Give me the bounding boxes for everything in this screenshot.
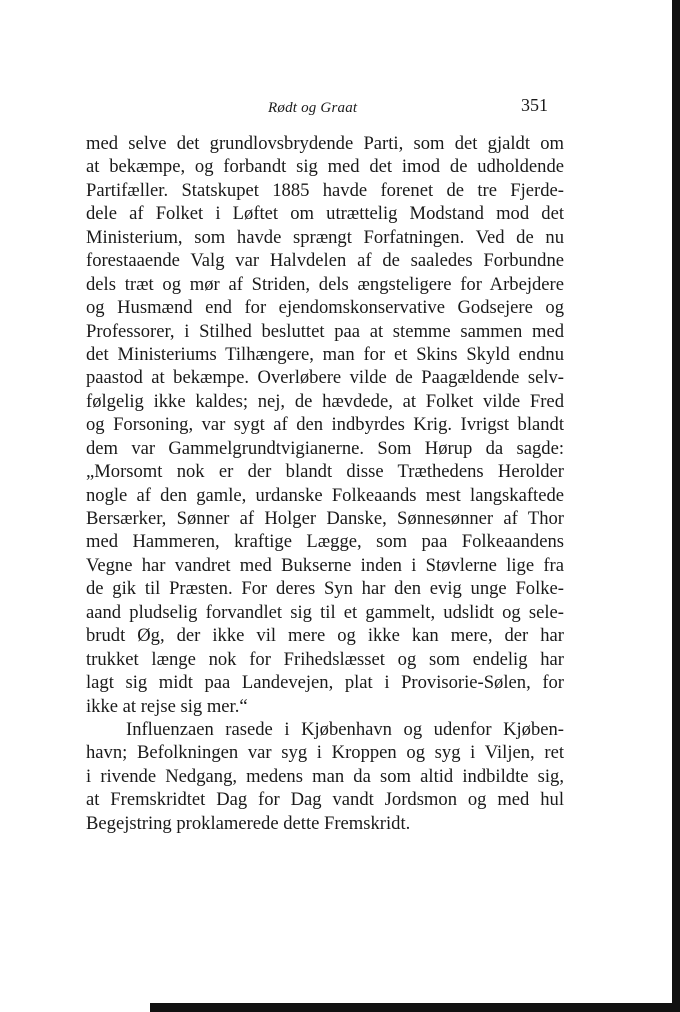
text-line-paragraph-end: Begejstring proklamerede dette Fremskridt. (86, 812, 411, 834)
text-line: lagt sig midt paa Landevejen, plat i Provisorie-Sølen, for (86, 672, 564, 694)
text-line: dels træt og mør af Striden, dels ængsteligere for Arbejdere (86, 273, 564, 295)
text-line: aand pludselig forvandlet sig til et gammelt, udslidt og sele- (86, 601, 564, 623)
text-line: dele af Folket i Løftet om utrættelig Modstand mod det (86, 203, 564, 225)
text-line: Bersærker, Sønner af Holger Danske, Sønnesønner af Thor (86, 508, 564, 529)
text-line: følgelig ikke kaldes; nej, de hævdede, at Folket vilde Fred (86, 390, 564, 412)
text-line: med Hammeren, kraftige Lægge, som paa Folkeaandens (86, 531, 564, 553)
text-line: Partifæller. Statskupet 1885 havde forenet de tre Fjerde- (86, 179, 564, 201)
text-line: og Forsoning, var sygt af den indbyrdes Krig. Ivrigst blandt (86, 414, 564, 436)
page-number: 351 (521, 95, 548, 115)
text-line: Vegne har vandret med Bukserne inden i Støvlerne lige fra (86, 554, 564, 576)
running-head (0, 95, 680, 122)
text-line: at bekæmpe, og forbandt sig med det imod de udholdende (86, 156, 564, 178)
text-line: i rivende Nedgang, medens man da som altid indbildte sig, (86, 765, 564, 787)
text-line: paastod at bekæmpe. Overløbere vilde de Paagældende selv- (86, 367, 564, 389)
text-line-paragraph-start: Influenzaen rasede i Kjøbenhavn og udenfor Kjøben- (126, 718, 564, 740)
running-title: Rødt og Graat (268, 100, 358, 116)
body-text (86, 132, 564, 835)
text-line: det Ministeriums Tilhængere, man for et Skins Skyld endnu (86, 343, 564, 365)
text-line: de gik til Præsten. For deres Syn har den evig unge Folke- (86, 578, 564, 600)
text-line: trukket længe nok for Frihedslæsset og som endelig har (86, 648, 564, 670)
text-line: forestaaende Valg var Halvdelen af de saaledes Forbundne (86, 250, 564, 272)
scan-edge-right (672, 0, 680, 1012)
text-line: at Fremskridtet Dag for Dag vandt Jordsmon og med hul (86, 789, 564, 811)
text-line: nogle af den gamle, urdanske Folkeaands mest langskaftede (86, 484, 564, 506)
text-line-paragraph-end: ikke at rejse sig mer.“ (86, 695, 248, 717)
text-line: Professorer, i Stilhed besluttet paa at stemme sammen med (86, 320, 564, 342)
text-line: „Morsomt nok er der blandt disse Træthedens Herolder (86, 461, 564, 483)
text-line: Ministerium, som havde sprængt Forfatningen. Ved de nu (86, 226, 564, 248)
text-line: brudt Øg, der ikke vil mere og ikke kan mere, der har (86, 625, 564, 647)
text-line: havn; Befolkningen var syg i Kroppen og syg i Viljen, ret (86, 742, 564, 764)
text-line: dem var Gammelgrundtvigianerne. Som Hørup da sagde: (86, 437, 564, 459)
text-line: og Husmænd end for ejendomskonservative Godsejere og (86, 297, 564, 319)
scan-edge-bottom (150, 1003, 680, 1012)
text-line: med selve det grundlovsbrydende Parti, som det gjaldt om (86, 133, 564, 154)
